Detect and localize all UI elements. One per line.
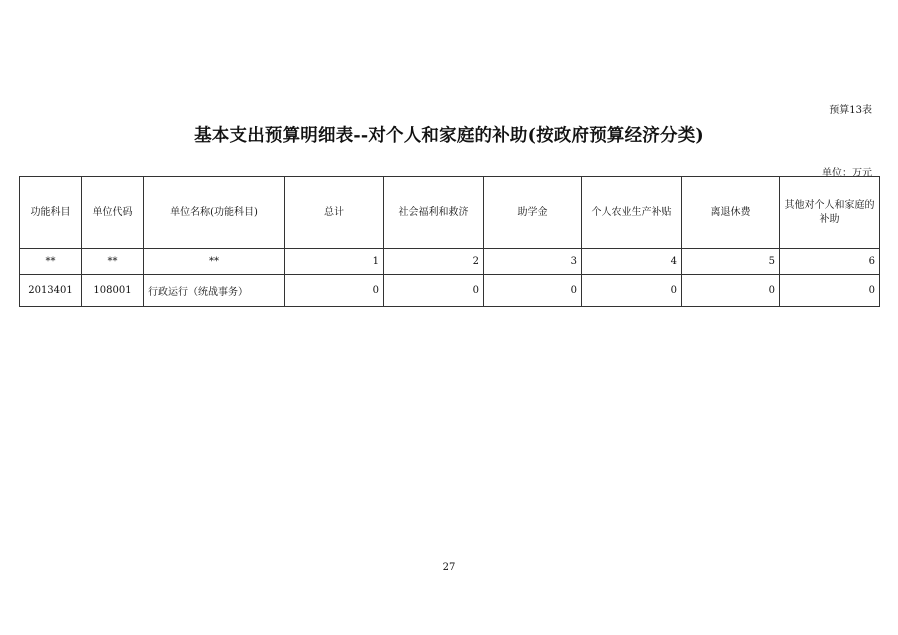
unit-code-cell: 108001	[82, 275, 144, 307]
marker-cell: 1	[285, 249, 384, 275]
unit-name-cell: 行政运行（统战事务）	[144, 275, 285, 307]
table-header-row	[20, 177, 880, 249]
header-cell: 其他对个人和家庭的补助	[780, 177, 880, 249]
marker-row	[20, 249, 880, 275]
marker-cell: 4	[582, 249, 682, 275]
value-cell: 0	[682, 275, 780, 307]
marker-cell: **	[20, 249, 82, 275]
value-cell: 0	[484, 275, 582, 307]
header-cell: 总计	[285, 177, 384, 249]
header-cell: 个人农业生产补贴	[582, 177, 682, 249]
budget-table	[19, 176, 880, 307]
marker-cell: 2	[384, 249, 484, 275]
page-number: 27	[442, 562, 456, 573]
page-title: 基本支出预算明细表--对个人和家庭的补助(按政府预算经济分类)	[194, 126, 704, 146]
value-cell: 0	[384, 275, 484, 307]
total-cell: 0	[285, 275, 384, 307]
marker-cell: 3	[484, 249, 582, 275]
header-cell: 助学金	[484, 177, 582, 249]
marker-cell: 6	[780, 249, 880, 275]
form-number: 预算13表	[829, 105, 872, 116]
header-cell: 功能科目	[20, 177, 82, 249]
value-cell: 0	[780, 275, 880, 307]
table-row	[20, 275, 880, 307]
marker-cell: **	[82, 249, 144, 275]
marker-cell: **	[144, 249, 285, 275]
marker-cell: 5	[682, 249, 780, 275]
value-cell: 0	[582, 275, 682, 307]
unit-label: 单位：万元	[822, 168, 872, 179]
function-code-cell: 2013401	[20, 275, 82, 307]
header-cell: 社会福利和救济	[384, 177, 484, 249]
header-cell: 离退休费	[682, 177, 780, 249]
header-cell: 单位代码	[82, 177, 144, 249]
header-cell: 单位名称(功能科目)	[144, 177, 285, 249]
